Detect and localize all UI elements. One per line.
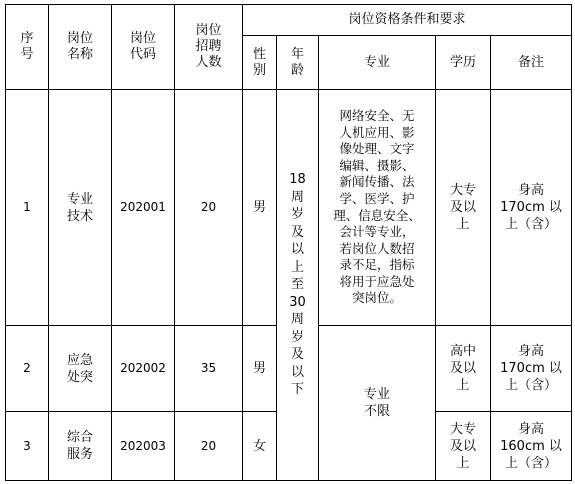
header-age: 年 龄 bbox=[277, 36, 319, 90]
header-education: 学历 bbox=[436, 36, 491, 90]
row-1-post-code: 202001 bbox=[112, 90, 175, 326]
row-3-education: 大专 及以 上 bbox=[436, 412, 491, 481]
row-2-remark: 身高 170cm 以 上（含） bbox=[491, 326, 572, 412]
header-seq: 序 号 bbox=[6, 5, 49, 90]
row-2-post-name: 应急 处突 bbox=[49, 326, 112, 412]
row-1-remark: 身高 170cm 以 上（含） bbox=[491, 90, 572, 326]
table-row bbox=[6, 90, 572, 326]
row-1-post-name: 专业 技术 bbox=[49, 90, 112, 326]
row-1-count: 20 bbox=[175, 90, 243, 326]
row-2-education: 高中 及以 上 bbox=[436, 326, 491, 412]
header-gender: 性 别 bbox=[243, 36, 277, 90]
header-post-code: 岗位 代码 bbox=[112, 5, 175, 90]
row-3-count: 20 bbox=[175, 412, 243, 481]
row-3-post-code: 202003 bbox=[112, 412, 175, 481]
row-3-remark: 身高 160cm 以 上（含） bbox=[491, 412, 572, 481]
row-1-gender: 男 bbox=[243, 90, 277, 326]
row-2-post-code: 202002 bbox=[112, 326, 175, 412]
header-qualifications: 岗位资格条件和要求 bbox=[243, 5, 572, 36]
row-1-major: 网络安全、无 人机应用、影 像处理、文字 编辑、摄影、 新闻传播、法 学、医学、护 理、信息安全、 会计等专业， 若岗位人数招 录不足，指标 将用于应急处 突岗位。 bbox=[319, 90, 436, 326]
age-requirement: 18 周 岁 及 以 上 至 30 周 岁 及 以 下 bbox=[277, 90, 319, 481]
header-major: 专业 bbox=[319, 36, 436, 90]
header-post-name: 岗位 名称 bbox=[49, 5, 112, 90]
row-2-count: 35 bbox=[175, 326, 243, 412]
row-3-gender: 女 bbox=[243, 412, 277, 481]
row-2-gender: 男 bbox=[243, 326, 277, 412]
row-3-post-name: 综合 服务 bbox=[49, 412, 112, 481]
header-recruit-count: 岗位 招聘 人数 bbox=[175, 5, 243, 90]
header-remarks: 备注 bbox=[491, 36, 572, 90]
row-3-seq: 3 bbox=[6, 412, 49, 481]
row-1-seq: 1 bbox=[6, 90, 49, 326]
major-unrestricted: 专业 不限 bbox=[319, 326, 436, 481]
row-1-education: 大专 及以 上 bbox=[436, 90, 491, 326]
row-2-seq: 2 bbox=[6, 326, 49, 412]
recruitment-table bbox=[5, 4, 572, 481]
